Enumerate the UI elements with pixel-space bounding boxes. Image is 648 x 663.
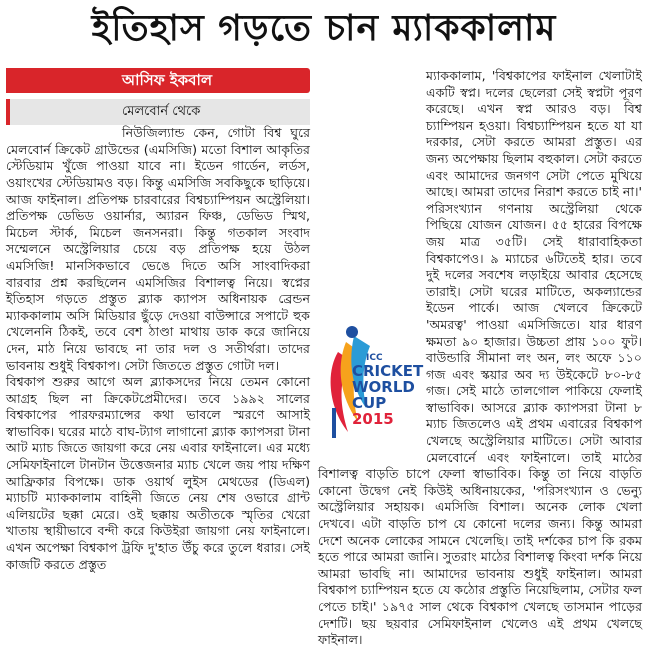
byline-author: আসিফ ইকবাল bbox=[6, 68, 310, 93]
headline: ইতিহাস গড়তে চান ম্যাককালাম bbox=[91, 8, 557, 49]
article-left-column bbox=[6, 68, 310, 573]
logo-cup: CUP bbox=[352, 394, 387, 412]
article-paragraph: বিশ্বকাপ শুরুর আগে অল ব্ল্যাকসদের নিয়ে তেমন কোনো আগ্রহ ছিল না ক্রিকেটপ্রেমীদের। তবে ১৯৯২ সালের বিশ্বকাপের পারফরম্যান্সের কথা ভাবলে স্মরণে আসাই স্বাভাবিক। ঘরের মাঠে বাঘ-ট্যাগ লাগানো ব্ল্যাক ক্যাপসরা টানা আট ম্যাচ জিতে জায়গা করে নেয় এবার ফাইনালে। এর মধ্যে সেমিফাইনালে টানটান উত্তেজনার ম্যাচ খেলে জয় পায় দক্ষিণ আফ্রিকার বিপক্ষে। ডাক ওয়ার্থ লুইস মেথডের (ডিএল) ম্যাচটি ম্যাককালাম বাহিনী জিতে নেয় শেষ ওভারে গ্রান্ট এলিয়টের ছক্কা মেরে। ওই ছক্কায় অতীতকে স্মৃতির খেরো খাতায় স্থায়ীভাবে বন্দী করে কিউইরা জায়গা নেয় ফাইনালে। এখন অপেক্ষা বিশ্বকাপ ট্রফি দু'হাত উঁচু করে তুলে ধরার। সেই কাজটি করতে প্রস্তুত bbox=[6, 374, 310, 572]
article-paragraph bbox=[318, 68, 642, 649]
article-right-column bbox=[318, 68, 642, 649]
cricket-world-cup-logo bbox=[318, 312, 424, 462]
logo-year: 2015 bbox=[352, 410, 394, 428]
paragraph-text: ম্যাককালাম, 'বিশ্বকাপের ফাইনাল খেলাটাই একটি স্বপ্ন। দলের ছেলেরা সেই স্বপ্নটা পূরণ করেছে। এখন স্বপ্ন আরও বড়। বিশ্ব চ্যাম্পিয়ন হওয়া। বিশ্বচ্যাম্পিয়ন হতে যা যা দরকার, সেটা করতে আমরা প্রস্তুত। এর জন্য অপেক্ষায় ছিলাম বহুকাল। সেটা করতে এবং আমাদের জনগণ সেটা পেতে মুখিয়ে আছে। আমরা তাদের নিরাশ করতে চাই না।' পরিসংখ্যান গণনায় অস্ট্রেলিয়া থেকে পিছিয়ে যোজন যোজন। ৫৫ হারের বিপক্ষে জয় মাত্র ৩৫টি। সেই ধারাবাহিকতা বিশ্বকাপেও। ৯ ম্যাচের ৬টিতেই হার। তবে দুই দলের সবশেষ লড়াইয়ে আবার হেসেছে তারাই। সেটা ঘরের মাটিতে, অকল্যান্ডের ইডেন পার্কে। আজ খেলবে ক্রিকেটে 'অমরত্ব' পাওয়া এমসিজিতে। যার ধারণ ক্ষমতা ৯০ হাজার। উচ্চতা প্রায় ১০০ ফুট। বাউন্ডারি সীমানা লং অন, লং অফে ১১০ গজ এবং স্কয়ার অব দ্য উইকেটে ৮০-৮৫ গজ। সেই মাঠে তালগোল পাকিয়ে ফেলাই স্বাভাবিক। আসরে ব্ল্যাক ক্যাপসরা টানা ৮ ম্যাচ জিতলেও এই প্রথম এবারের বিশ্বকাপ খেলছে অস্ট্রেলিয়ার মাটিতে। সেটা আবার মেলবোর্নে এবং ফাইনালে। তাই মাঠের বিশালত্ব বাড়তি চাপে ফেলা স্বাভাবিক। কিন্তু তা নিয়ে বাড়তি কোনো উদ্বেগ নেই কিউই অধিনায়কের, 'পরিসংখ্যান ও ভেন্যু অস্ট্রেলিয়ার সহায়ক। এমসিজি বিশাল। অনেক লোক খেলা দেখবে। এটা বাড়তি চাপ যে কোনো দলের জন্য। কিন্তু আমরা দেশে অনেক লোকের সামনে খেলেছি। তাই দর্শকের চাপ কি রকম হতে পারে আমরা জানি। সুতরাং মাঠের বিশালত্ব কিংবা দর্শক নিয়ে আমরা ভাবছি না। আমাদের ভাবনায় শুধুই ফাইনাল। আমরা বিশ্বকাপ চ্যাম্পিয়ন হতে যে কঠোর প্রস্তুতি নিয়েছিলাম, সেটার ফল পেতে চাই।' ১৯৭৫ সাল থেকে বিশ্বকাপ খেলছে তাসমান পাড়ের দেশটি। ছয় ছয়বার সেমিফাইনাল খেলেও এই প্রথম খেলছে ফাইনাল। bbox=[318, 68, 642, 648]
logo-icc: ICC bbox=[366, 353, 383, 363]
logo-cricket: CRICKET bbox=[352, 362, 424, 380]
logo-world: WORLD bbox=[352, 378, 415, 396]
paragraph-text: নিউজিল্যান্ড কেন, গোটা বিশ্ব ঘুরে মেলবোর্ন ক্রিকেট গ্রাউন্ডের (এমসিজি) মতো বিশাল আকৃতির স্টেডিয়াম খুঁজে পাওয়া যাবে না। ইডেন গার্ডেন, লর্ডস, ওয়াংখের স্টেডিয়ামও বড়। কিন্তু এমসিজি সবকিছুকে ছাড়িয়ে। আজ ফাইনাল। প্রতিপক্ষ চারবারের বিশ্বচ্যাম্পিয়ন অস্ট্রেলিয়া। প্রতিপক্ষ ডেভিড ওয়ার্নার, অ্যারন ফিঞ্চ, ডেভিড স্মিথ, মিচেল স্টার্ক, মিচেল জনসনরা। কিন্তু গতকাল সংবাদ সম্মেলনে অস্ট্রেলিয়ার চেয়ে বড় প্রতিপক্ষ হয়ে উঠল এমসিজি! মানসিকভাবে ভেঙে দিতে অসি সাংবাদিকরা বারবার প্রশ্ন করছিলেন এমসিজির বিশালত্ব নিয়ে। স্বপ্নের ইতিহাস গড়তে প্রস্তুত ব্ল্যাক ক্যাপস অধিনায়ক ব্রেন্ডন ম্যাককালাম অসি মিডিয়ার ছুঁড়ে দেওয়া বাউন্সারে সপাটে হুক খেলেননি ঠিকই, তবে বেশ ঠাণ্ডা মাথায় ডাক করে জানিয়ে দেন, মাঠ নিয়ে ভাবছে না তার দল ও সতীর্থরা। তাদের ভাবনায় শুধুই বিশ্বকাপ। সেটা জিততে প্রস্তুত গোটা দল। bbox=[6, 125, 310, 373]
byline-location: মেলবোর্ন থেকে bbox=[6, 99, 310, 126]
